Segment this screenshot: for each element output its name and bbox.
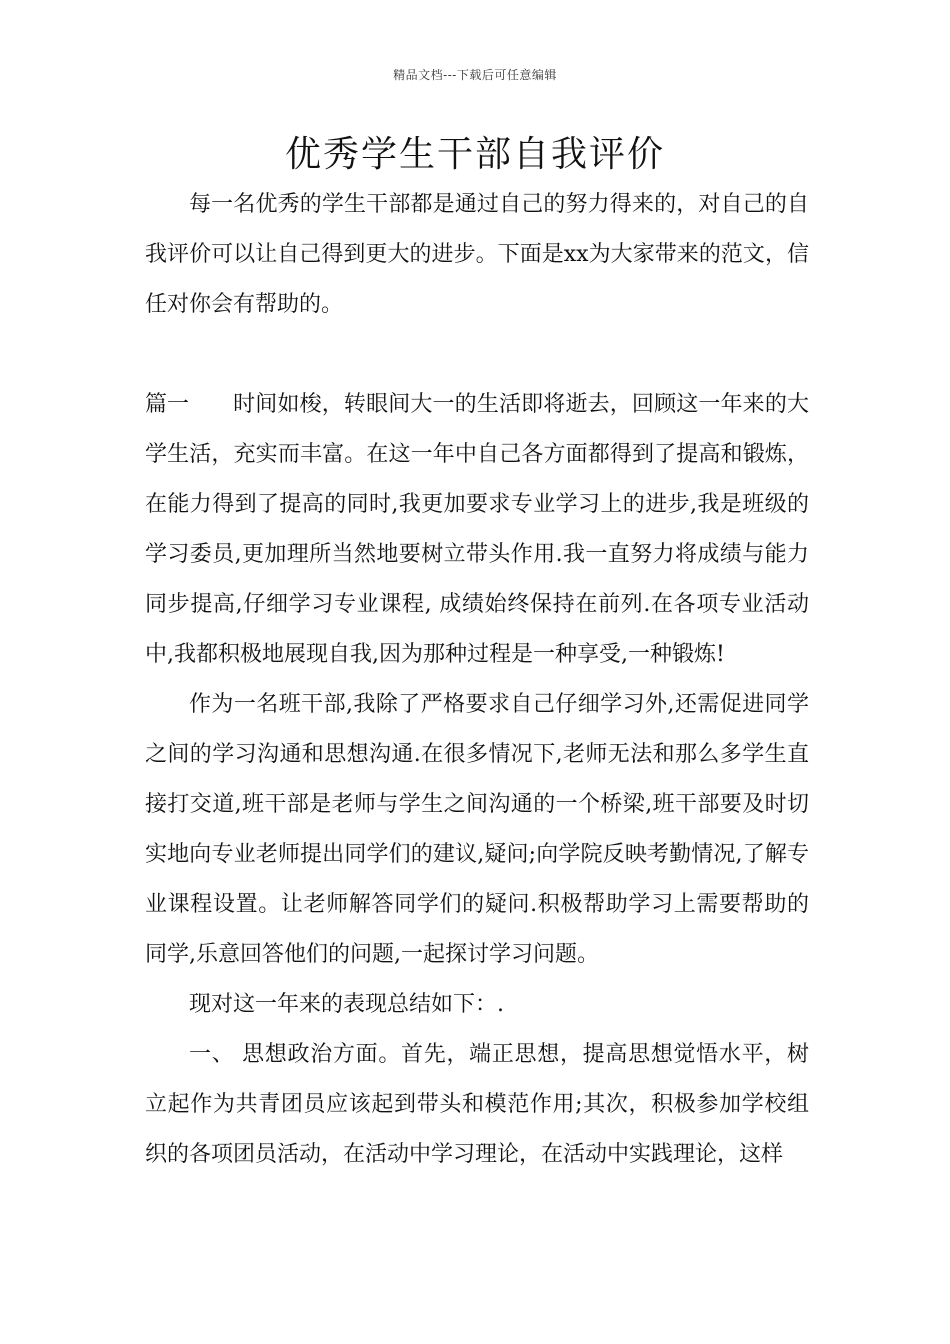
section1-paragraph-3: 现对这一年来的表现总结如下：. bbox=[189, 992, 504, 1017]
section1-paragraph-4: 一、 思想政治方面。首先，端正思想，提高思想觉悟水平，树立起作为共青团员应该起到带头和模范作用;其次，积极参加学校组织的各项团员活动，在活动中学习理论，在活动中实践理论，这样 bbox=[145, 1042, 809, 1167]
section1-first-paragraph bbox=[145, 380, 809, 680]
section1-paragraph-2: 作为一名班干部,我除了严格要求自己仔细学习外,还需促进同学之间的学习沟通和思想沟通.在很多情况下,老师无法和那么多学生直接打交道,班干部是老师与学生之间沟通的一个桥梁,班干部要及时切实地向专业老师提出同学们的建议,疑问;向学院反映考勤情况,了解专业课程设置。让老师解答同学们的疑问.积极帮助学习上需要帮助的同学,乐意回答他们的问题,一起探讨学习问题。 bbox=[145, 692, 809, 967]
document-body bbox=[145, 180, 809, 1180]
section-label: 篇一 bbox=[145, 392, 190, 417]
intro-paragraph: 每一名优秀的学生干部都是通过自己的努力得来的，对自己的自我评价可以让自己得到更大的进步。下面是xx为大家带来的范文，信任对你会有帮助的。 bbox=[145, 192, 809, 317]
section1-para1-text: 时间如梭，转眼间大一的生活即将逝去，回顾这一年来的大学生活，充实而丰富。在这一年中自己各方面都得到了提高和锻炼，在能力得到了提高的同时,我更加要求专业学习上的进步,我是班级的学习委员,更加理所当然地要树立带头作用.我一直努力将成绩与能力同步提高,仔细学习专业课程, 成绩始终保持在前列.在各项专业活动中,我都积极地展现自我,因为那种过程是一种享受,一种锻炼! bbox=[145, 392, 809, 667]
header-note: 精品文档---下载后可任意编辑 bbox=[393, 68, 557, 82]
document-title: 优秀学生干部自我评价 bbox=[284, 134, 665, 175]
